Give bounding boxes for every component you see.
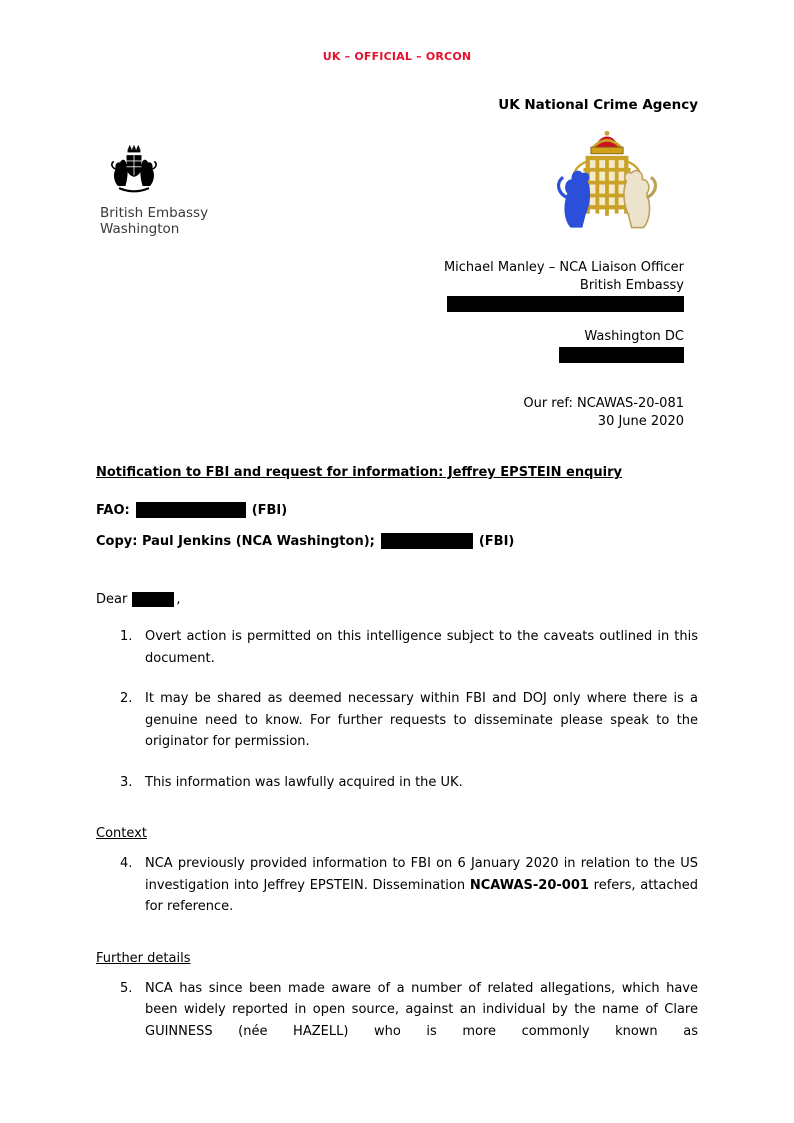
agency-title: UK National Crime Agency — [498, 97, 698, 113]
paragraph-1 — [120, 626, 698, 669]
officer-line: Michael Manley – NCA Liaison Officer — [443, 260, 684, 275]
copy-suffix: (FBI) — [478, 534, 515, 549]
paragraph-text: NCA has since been made aware of a number of related allegations, which have been widely reported in open source, against an individual by the name of Clare GUINNESS (née HAZELL) who is more commonly known as — [145, 980, 698, 1039]
paragraph-2 — [120, 688, 698, 753]
context-heading: Context — [96, 826, 147, 841]
ref-line: Our ref: NCAWAS-20-081 — [523, 396, 684, 411]
letter-body — [0, 465, 794, 1042]
redaction-bar — [559, 347, 684, 363]
paragraph-text: This information was lawfully acquired in the UK. — [145, 774, 463, 790]
sender-address-block — [0, 259, 794, 431]
fao-suffix: (FBI) — [251, 503, 288, 518]
header-logos — [0, 141, 794, 237]
embassy-logo-text — [100, 205, 250, 237]
nca-crest — [532, 129, 682, 233]
redaction-bar — [447, 296, 684, 312]
paragraph-number: 2. — [120, 691, 133, 706]
spacer — [0, 316, 684, 328]
redaction-bar — [132, 592, 174, 607]
paragraph-number: 3. — [120, 774, 133, 790]
further-details-heading: Further details — [96, 950, 191, 966]
british-embassy-logo — [100, 141, 250, 237]
paragraph-text: Overt action is permitted on this intelligence subject to the caveats outlined in this document. — [145, 629, 698, 666]
paragraph-4 — [120, 853, 698, 918]
redaction-bar — [136, 502, 246, 518]
crowned-portcullis-icon — [532, 129, 682, 233]
redaction-bar — [381, 533, 473, 549]
classification-banner: UK – OFFICIAL – ORCON — [322, 50, 472, 63]
embassy-name: British Embassy — [100, 205, 209, 221]
paragraph-text-pre: NCA previously provided information to FBI on 6 January 2020 in relation to the US investigation into Jeffrey EPSTEIN. Dissemination — [145, 856, 698, 893]
bold-reference: NCAWAS-20-001 — [469, 877, 589, 893]
paragraph-text: It may be shared as deemed necessary within FBI and DOJ only where there is a genuine need to know. For further requests to disseminate please speak to the originator for permission. — [145, 691, 698, 749]
paragraph-3 — [120, 772, 698, 794]
org-line: British Embassy — [579, 278, 684, 293]
subject-heading: Notification to FBI and request for information: Jeffrey EPSTEIN enquiry — [96, 465, 623, 480]
city-line: Washington DC — [584, 329, 684, 344]
paragraph-number: 5. — [120, 980, 133, 996]
paragraph-number: 4. — [120, 856, 133, 871]
embassy-city: Washington — [100, 221, 180, 237]
salutation-suffix: , — [176, 592, 181, 607]
copy-label: Copy: Paul Jenkins (NCA Washington); — [96, 534, 375, 549]
salutation-prefix: Dear — [96, 592, 128, 607]
fao-label: FAO: — [96, 503, 130, 518]
paragraph-text — [145, 853, 698, 918]
paragraph-text-post: refers, attached for reference. — [145, 877, 698, 914]
paragraph-5 — [120, 978, 698, 1043]
fao-line — [96, 502, 698, 518]
royal-arms-icon — [102, 141, 166, 199]
paragraph-number: 1. — [120, 629, 133, 644]
salutation — [96, 592, 698, 607]
copy-line — [96, 533, 698, 549]
date-line: 30 June 2020 — [597, 414, 684, 429]
